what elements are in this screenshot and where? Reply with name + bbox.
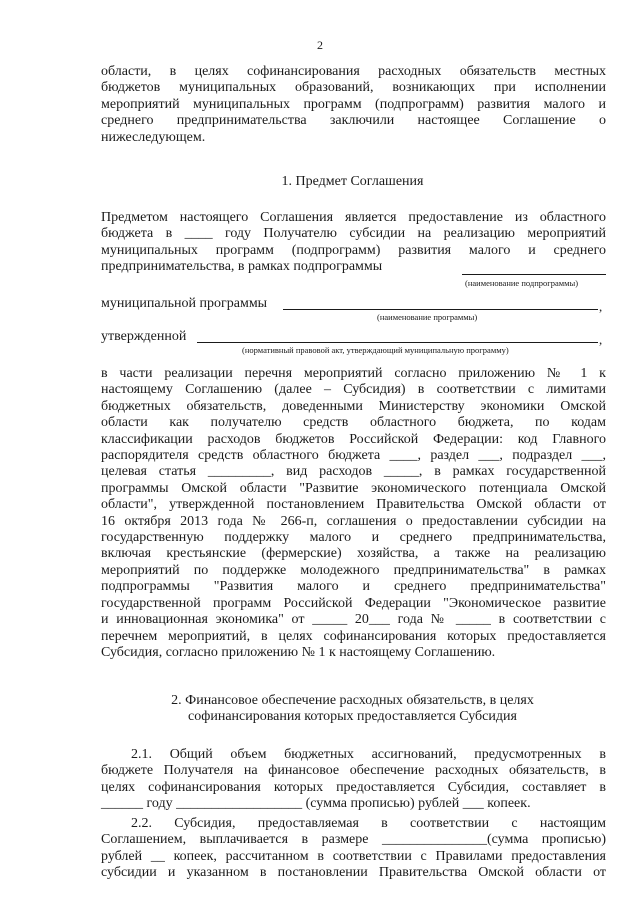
page-number: 2 [317, 38, 323, 52]
text-line: 16 октября 2013 года № 266-п, соглашения о предоставлении субсидии на [101, 513, 606, 529]
text-line: мероприятий муниципальных программ (подпрограмм) развития малого и [101, 96, 606, 112]
caption-act: (нормативный правовой акт, утверждающий муниципальную программу) [242, 345, 509, 355]
section2-title-line: софинансирования которых предоставляется Субсидия [188, 709, 517, 725]
text-line: государственную поддержку малого и среднего предпринимательства, [101, 530, 606, 546]
text-line: среднего предпринимательства заключили настоящее Соглашение о [101, 113, 606, 129]
text-line: области как получателю средств областного бюджета, по кодам [101, 415, 606, 431]
comma: , [599, 299, 603, 314]
comma: , [599, 332, 603, 347]
text-line: бюджетных обязательств, доведенными Министерству экономики Омской [101, 398, 606, 414]
caption-subprogram: (наименование подпрограммы) [465, 278, 579, 288]
text-line: Субсидия, согласно приложению № 1 к настоящему Соглашению. [101, 644, 496, 660]
text-line: классификации расходов бюджетов Российской Федерации: код Главного [101, 431, 606, 447]
text-line: целях софинансирования которых предоставляется Субсидия, составляет в [101, 779, 606, 795]
subprogram-fill-line [462, 274, 606, 275]
text-line: Предметом настоящего Соглашения является предоставление из областного [101, 210, 606, 225]
text-line: мероприятий по поддержке молодежного предпринимательства" в рамках [101, 562, 606, 578]
text-line: подпрограммы "Развития малого и среднего предпринимательства" [101, 579, 606, 595]
text-line: 2.1. Общий объем бюджетных ассигнований, предусмотренных в [131, 747, 606, 762]
text-line: программы Омской области "Развитие экономического потенциала Омской [101, 480, 606, 496]
text-line: предпринимательства, в рамках подпрограммы [101, 259, 383, 275]
section1-title: 1. Предмет Соглашения [281, 174, 424, 189]
text-line: 2.2. Субсидия, предоставляемая в соответствии с настоящим [131, 816, 606, 831]
clause-2-2 [101, 816, 606, 882]
text-line: настоящему Соглашению (далее – Субсидия) в соответствии с лимитами [101, 382, 606, 398]
section1-paragraph2 [101, 366, 606, 661]
act-fill-line [197, 342, 598, 343]
text-line: муниципальных программ (подпрограмм) развития малого и среднего [101, 242, 606, 258]
approved-label: утвержденной [101, 329, 187, 344]
text-line: бюджетов муниципальных образований, возникающих при исполнении [101, 80, 606, 96]
text-line: нижеследующем. [101, 129, 206, 145]
text-line: области", утвержденной постановлением Правительства Омской области от [101, 497, 606, 513]
text-line: бюджета в ____ году Получателю субсидии на реализацию мероприятий [101, 226, 606, 242]
section2-title [100, 693, 605, 726]
text-line: области, в целях софинансирования расходных обязательств местных [101, 64, 606, 79]
text-line: включая крестьянские (фермерские) хозяйства, а также на реализацию [101, 546, 606, 562]
section2-title-line: 2. Финансовое обеспечение расходных обязательств, в целях [171, 693, 534, 708]
program-fill-line [283, 309, 598, 310]
text-line: целевая статья _________, вид расходов _____, в рамках государственной [101, 464, 606, 480]
text-line: перечнем мероприятий, в целях софинансирования которых предоставляется [101, 628, 606, 644]
text-line: Соглашением, выплачивается в размере _______________(сумма прописью) [101, 832, 606, 848]
municipal-program-label: муниципальной программы [101, 296, 268, 311]
intro-paragraph [101, 64, 606, 146]
text-line: в части реализации перечня мероприятий согласно приложению № 1 к [101, 366, 606, 381]
caption-program: (наименование программы) [377, 312, 478, 322]
text-line: ______ году __________________ (сумма прописью) рублей ___ копеек. [101, 796, 531, 812]
text-line: распорядителя средств областного бюджета ____, раздел ___, подраздел ___, [101, 448, 606, 464]
text-line: бюджете Получателя на финансовое обеспечение расходных обязательств, в [101, 763, 606, 779]
text-line: рублей __ копеек, рассчитанном в соответствии с Правилами предоставления [101, 848, 606, 864]
text-line: государственной программ Российской Федерации "Экономическое развитие [101, 595, 606, 611]
clause-2-1 [101, 747, 606, 813]
text-line: субсидии и указанном в постановлении Правительства Омской области от [101, 865, 606, 881]
text-line: и инновационная экономика" от _____ 20___ года № _____ в соответствии с [101, 612, 606, 628]
section1-paragraph1 [101, 210, 606, 276]
